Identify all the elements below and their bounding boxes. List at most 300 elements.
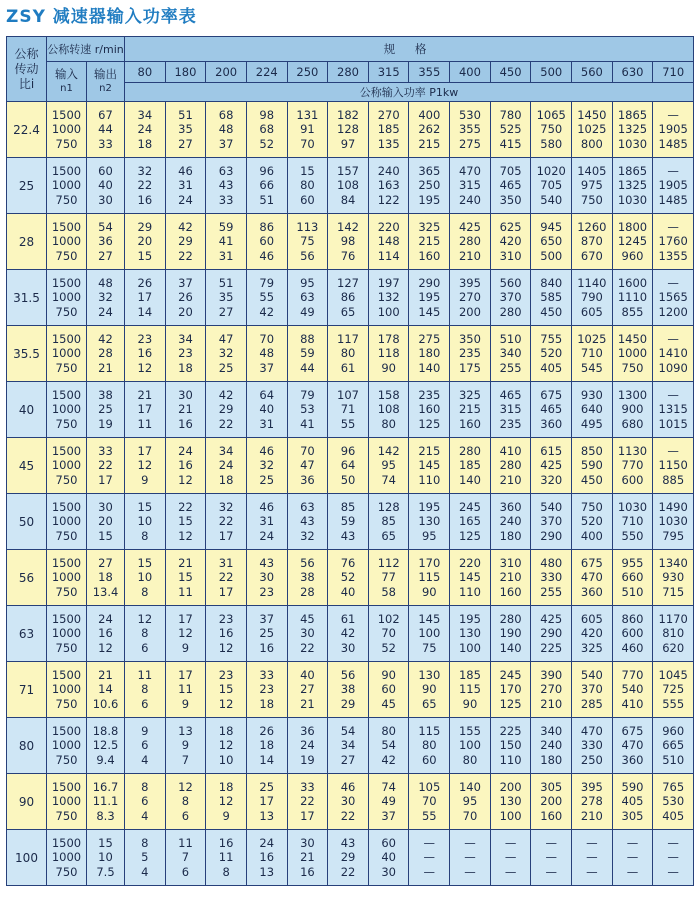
power-value: 1800 bbox=[617, 220, 648, 235]
power-value: 1045 bbox=[658, 668, 688, 683]
power-value: 22 bbox=[300, 794, 315, 809]
power-value: 11 bbox=[137, 416, 153, 431]
power-value: 185 bbox=[458, 458, 481, 473]
input-speed-cell bbox=[47, 326, 87, 382]
power-value: 975 bbox=[580, 178, 603, 193]
power-value: 470 bbox=[621, 738, 644, 753]
power-value: 47 bbox=[300, 458, 315, 473]
power-cell bbox=[328, 438, 369, 494]
power-value: 16 bbox=[137, 192, 153, 207]
output-speed-cell bbox=[87, 550, 125, 606]
power-value: 1450 bbox=[577, 108, 607, 123]
power-value: 16 bbox=[259, 850, 275, 865]
power-value: 23 bbox=[259, 584, 275, 599]
power-value: 17 bbox=[137, 444, 153, 459]
power-value: 16 bbox=[218, 626, 234, 641]
power-value: 190 bbox=[499, 626, 522, 641]
power-cell bbox=[165, 606, 206, 662]
power-value: 15 bbox=[137, 500, 153, 515]
power-value: 6 bbox=[141, 640, 149, 655]
speed-value: 750 bbox=[55, 752, 78, 767]
power-value: 8 bbox=[141, 682, 149, 697]
power-cell bbox=[287, 102, 328, 158]
power-cell bbox=[246, 606, 287, 662]
power-value: — bbox=[545, 850, 557, 865]
power-value: 9 bbox=[181, 696, 190, 711]
power-value: 1340 bbox=[658, 556, 688, 571]
power-value: 42 bbox=[381, 752, 396, 767]
power-cell bbox=[450, 382, 491, 438]
output-speed-cell bbox=[87, 102, 125, 158]
speed-value: 1500 bbox=[51, 836, 82, 851]
power-value: 107 bbox=[337, 388, 359, 403]
power-value: 330 bbox=[580, 738, 603, 753]
power-value: 4 bbox=[141, 808, 149, 823]
power-value: 131 bbox=[296, 108, 319, 123]
power-value: 480 bbox=[540, 556, 563, 571]
power-value: 23 bbox=[218, 668, 234, 683]
power-value: 770 bbox=[621, 458, 644, 473]
power-cell bbox=[328, 718, 369, 774]
power-cell bbox=[531, 102, 572, 158]
power-value: 25 bbox=[259, 780, 275, 795]
power-value: 74 bbox=[381, 472, 396, 487]
power-value: 605 bbox=[580, 304, 603, 319]
power-value: 45 bbox=[381, 696, 396, 711]
power-value: 755 bbox=[540, 332, 563, 347]
input-speed-cell bbox=[47, 102, 87, 158]
power-value: 18 bbox=[259, 738, 275, 753]
power-cell bbox=[612, 270, 653, 326]
power-value: 66 bbox=[259, 178, 275, 193]
power-cell bbox=[572, 550, 613, 606]
power-value: 42 bbox=[178, 220, 193, 235]
power-value: — bbox=[626, 836, 639, 851]
power-value: 1865 bbox=[617, 164, 648, 179]
power-value: 710 bbox=[621, 514, 644, 529]
speed-value: 1000 bbox=[51, 850, 82, 865]
power-value: 325 bbox=[580, 640, 603, 655]
power-value: 1030 bbox=[617, 192, 648, 207]
power-value: 275 bbox=[418, 332, 441, 347]
speed-value: 38 bbox=[98, 388, 113, 403]
power-cell bbox=[572, 494, 613, 550]
power-cell bbox=[328, 830, 369, 886]
power-value: 79 bbox=[300, 388, 315, 403]
input-speed-cell bbox=[47, 550, 87, 606]
power-value: 240 bbox=[458, 192, 481, 207]
power-cell bbox=[165, 494, 206, 550]
power-value: 15 bbox=[178, 570, 193, 585]
power-value: 275 bbox=[458, 136, 481, 151]
power-cell bbox=[572, 270, 613, 326]
speed-value: 32 bbox=[98, 290, 113, 305]
speed-value: 1500 bbox=[51, 668, 82, 683]
power-value: 400 bbox=[418, 108, 441, 123]
power-cell bbox=[246, 550, 287, 606]
power-cell bbox=[246, 382, 287, 438]
power-cell bbox=[450, 606, 491, 662]
speed-value: 48 bbox=[98, 276, 113, 291]
power-value: 80 bbox=[340, 346, 356, 361]
power-cell bbox=[612, 214, 653, 270]
power-value: 960 bbox=[662, 724, 685, 739]
power-cell bbox=[409, 662, 450, 718]
power-cell bbox=[572, 158, 613, 214]
power-value: 32 bbox=[300, 528, 315, 543]
power-value: 20 bbox=[178, 304, 193, 319]
power-value: 525 bbox=[499, 122, 522, 137]
power-value: 25 bbox=[218, 360, 234, 375]
power-cell bbox=[165, 270, 206, 326]
power-cell bbox=[612, 662, 653, 718]
power-value: 70 bbox=[381, 626, 396, 641]
power-value: 240 bbox=[540, 738, 563, 753]
power-value: 37 bbox=[218, 136, 234, 151]
power-cell bbox=[572, 214, 613, 270]
power-cell bbox=[368, 606, 409, 662]
power-value: 545 bbox=[580, 360, 603, 375]
power-value: 95 bbox=[381, 458, 396, 473]
speed-value: 18 bbox=[98, 570, 113, 585]
power-value: 1025 bbox=[577, 332, 607, 347]
power-cell bbox=[653, 830, 694, 886]
power-cell bbox=[206, 214, 247, 270]
power-value: 1015 bbox=[658, 416, 688, 431]
power-value: 5 bbox=[141, 850, 149, 865]
power-value: 180 bbox=[540, 752, 563, 767]
table-row bbox=[7, 438, 694, 494]
power-value: 54 bbox=[381, 738, 396, 753]
power-cell bbox=[328, 102, 369, 158]
power-value: 175 bbox=[458, 360, 481, 375]
power-value: 8 bbox=[141, 528, 149, 543]
size-header-560: 560 bbox=[572, 62, 613, 83]
power-cell bbox=[206, 382, 247, 438]
power-value: 450 bbox=[540, 304, 563, 319]
power-cell bbox=[490, 662, 531, 718]
power-cell bbox=[125, 438, 166, 494]
power-cell bbox=[165, 662, 206, 718]
power-value: 410 bbox=[499, 444, 522, 459]
power-cell bbox=[572, 774, 613, 830]
speed-value: 54 bbox=[98, 220, 113, 235]
header-row-1 bbox=[7, 37, 694, 62]
power-value: 425 bbox=[540, 612, 563, 627]
input-label: 输入 bbox=[55, 67, 78, 82]
power-value: 56 bbox=[300, 556, 315, 571]
ratio-header-line: 传动 bbox=[14, 61, 39, 76]
power-value: — bbox=[504, 864, 517, 879]
table-row bbox=[7, 102, 694, 158]
power-value: 590 bbox=[621, 780, 644, 795]
power-value: — bbox=[423, 836, 436, 851]
power-value: 27 bbox=[178, 136, 193, 151]
power-value: 580 bbox=[540, 136, 563, 151]
speed-value: 60 bbox=[98, 164, 113, 179]
power-value: 500 bbox=[540, 248, 563, 263]
power-value: 1150 bbox=[658, 458, 688, 473]
size-header-500: 500 bbox=[531, 62, 572, 83]
power-value: 118 bbox=[377, 346, 400, 361]
power-cell bbox=[125, 270, 166, 326]
power-value: 220 bbox=[458, 556, 481, 571]
size-header-450: 450 bbox=[490, 62, 531, 83]
power-cell bbox=[653, 494, 694, 550]
power-value: 60 bbox=[381, 682, 396, 697]
power-value: 765 bbox=[662, 780, 685, 795]
power-cell bbox=[572, 326, 613, 382]
power-cell bbox=[125, 158, 166, 214]
power-cell bbox=[490, 102, 531, 158]
power-value: 35 bbox=[218, 290, 234, 305]
speed-value: 750 bbox=[55, 528, 78, 543]
power-value: 125 bbox=[499, 696, 522, 711]
speed-value: 1500 bbox=[51, 332, 82, 347]
ratio-cell: 25 bbox=[7, 158, 47, 214]
speed-value: 1500 bbox=[51, 724, 82, 739]
power-value: 52 bbox=[259, 136, 275, 151]
power-value: 98 bbox=[259, 108, 275, 123]
power-cell bbox=[409, 606, 450, 662]
power-cell bbox=[287, 438, 328, 494]
power-value: 8 bbox=[141, 584, 149, 599]
power-value: — bbox=[626, 864, 639, 879]
speed-value: 1500 bbox=[51, 388, 82, 403]
power-value: 180 bbox=[418, 346, 441, 361]
power-value: 25 bbox=[259, 626, 275, 641]
power-value: 530 bbox=[458, 108, 481, 123]
size-header-355: 355 bbox=[409, 62, 450, 83]
power-value: 90 bbox=[421, 584, 437, 599]
speed-value: 16.7 bbox=[92, 780, 119, 795]
power-value: 155 bbox=[458, 724, 481, 739]
output-speed-cell bbox=[87, 326, 125, 382]
speed-value: 24 bbox=[98, 304, 113, 319]
power-cell bbox=[287, 382, 328, 438]
power-unit-header: 公称输入功率 P1kw bbox=[125, 83, 694, 102]
power-value: 680 bbox=[621, 416, 644, 431]
power-value: 43 bbox=[218, 178, 234, 193]
power-cell bbox=[368, 718, 409, 774]
power-value: 75 bbox=[421, 640, 437, 655]
power-cell bbox=[246, 662, 287, 718]
power-value: 33 bbox=[259, 668, 275, 683]
power-value: 17 bbox=[218, 584, 234, 599]
power-value: 26 bbox=[259, 724, 275, 739]
power-cell bbox=[206, 774, 247, 830]
power-value: 38 bbox=[340, 682, 356, 697]
power-value: 17 bbox=[137, 290, 153, 305]
power-value: 1405 bbox=[577, 164, 607, 179]
power-cell bbox=[328, 494, 369, 550]
power-value: 585 bbox=[540, 290, 563, 305]
power-cell bbox=[653, 606, 694, 662]
power-value: 200 bbox=[458, 304, 481, 319]
power-cell bbox=[612, 718, 653, 774]
power-value: 1355 bbox=[658, 248, 688, 263]
table-row bbox=[7, 550, 694, 606]
power-cell bbox=[531, 326, 572, 382]
power-value: 165 bbox=[458, 514, 481, 529]
power-value: 800 bbox=[580, 136, 603, 151]
power-value: 250 bbox=[418, 178, 441, 193]
power-value: 170 bbox=[499, 682, 522, 697]
power-value: 9 bbox=[141, 724, 149, 739]
input-speed-cell bbox=[47, 774, 87, 830]
power-value: 30 bbox=[300, 626, 315, 641]
power-value: 270 bbox=[377, 108, 400, 123]
power-value: 170 bbox=[418, 556, 441, 571]
power-cell bbox=[612, 326, 653, 382]
power-value: 56 bbox=[300, 248, 315, 263]
power-value: — bbox=[667, 164, 679, 179]
power-cell bbox=[572, 102, 613, 158]
power-value: 540 bbox=[540, 192, 563, 207]
power-cell bbox=[490, 774, 531, 830]
power-value: — bbox=[423, 864, 436, 879]
power-value: 310 bbox=[499, 248, 522, 263]
power-cell bbox=[612, 830, 653, 886]
power-value: 1110 bbox=[617, 290, 648, 305]
power-value: 48 bbox=[218, 122, 234, 137]
power-value: 125 bbox=[458, 528, 481, 543]
power-value: 340 bbox=[499, 346, 522, 361]
power-cell bbox=[287, 158, 328, 214]
power-value: 11 bbox=[178, 682, 193, 697]
ratio-cell: 71 bbox=[7, 662, 47, 718]
size-header-224: 224 bbox=[246, 62, 287, 83]
power-value: 945 bbox=[540, 220, 563, 235]
power-value: 22 bbox=[137, 178, 153, 193]
power-value: 49 bbox=[300, 304, 315, 319]
power-cell bbox=[409, 830, 450, 886]
power-value: 31 bbox=[178, 178, 193, 193]
input-speed-cell bbox=[47, 270, 87, 326]
power-cell bbox=[572, 438, 613, 494]
power-value: 405 bbox=[540, 360, 563, 375]
power-value: 95 bbox=[462, 794, 478, 809]
power-value: 18 bbox=[218, 724, 234, 739]
power-cell bbox=[531, 662, 572, 718]
power-value: 12 bbox=[218, 640, 234, 655]
power-value: 185 bbox=[458, 668, 481, 683]
power-value: 31 bbox=[259, 416, 275, 431]
speed-value: 20 bbox=[98, 514, 113, 529]
power-value: 425 bbox=[458, 220, 481, 235]
speed-value: 10.6 bbox=[92, 696, 119, 711]
power-value: 870 bbox=[580, 234, 603, 249]
power-value: 22 bbox=[178, 248, 193, 263]
size-header-250: 250 bbox=[287, 62, 328, 83]
power-value: 130 bbox=[418, 668, 441, 683]
power-cell bbox=[246, 270, 287, 326]
speed-value: 42 bbox=[98, 332, 113, 347]
power-value: 8 bbox=[222, 864, 230, 879]
power-value: 34 bbox=[137, 108, 153, 123]
table-row bbox=[7, 382, 694, 438]
power-value: 510 bbox=[621, 584, 644, 599]
power-value: 52 bbox=[340, 570, 356, 585]
ratio-cell: 35.5 bbox=[7, 326, 47, 382]
power-value: 80 bbox=[300, 178, 315, 193]
power-value: 128 bbox=[337, 122, 359, 137]
power-cell bbox=[125, 326, 166, 382]
power-cell bbox=[653, 718, 694, 774]
speed-value: 1000 bbox=[51, 346, 82, 361]
power-cell bbox=[328, 606, 369, 662]
power-value: 130 bbox=[418, 514, 441, 529]
power-cell bbox=[490, 214, 531, 270]
power-value: 370 bbox=[580, 682, 603, 697]
speed-value: 1000 bbox=[51, 458, 82, 473]
power-value: 4 bbox=[141, 864, 149, 879]
power-value: 74 bbox=[381, 780, 396, 795]
power-value: 37 bbox=[178, 276, 193, 291]
power-cell bbox=[612, 550, 653, 606]
power-value: 60 bbox=[421, 752, 437, 767]
power-value: 605 bbox=[580, 612, 603, 627]
power-value: 1000 bbox=[617, 346, 648, 361]
power-value: 21 bbox=[178, 556, 193, 571]
power-value: 115 bbox=[418, 570, 441, 585]
power-value: 17 bbox=[218, 528, 234, 543]
power-value: 1325 bbox=[617, 122, 648, 137]
power-value: — bbox=[586, 836, 598, 851]
power-cell bbox=[165, 438, 206, 494]
power-cell bbox=[165, 158, 206, 214]
power-value: 1030 bbox=[617, 500, 648, 515]
power-value: 23 bbox=[259, 682, 275, 697]
power-value: 22 bbox=[218, 416, 234, 431]
power-value: 540 bbox=[621, 682, 644, 697]
power-value: 810 bbox=[662, 626, 685, 641]
power-cell bbox=[531, 214, 572, 270]
speed-value: 1500 bbox=[51, 164, 82, 179]
speed-value: 25 bbox=[98, 402, 113, 417]
speed-value: 1500 bbox=[51, 108, 82, 123]
power-value: 278 bbox=[580, 794, 603, 809]
power-value: 96 bbox=[259, 164, 275, 179]
power-cell bbox=[206, 830, 247, 886]
size-header-630: 630 bbox=[612, 62, 653, 83]
power-value: — bbox=[586, 850, 598, 865]
power-cell bbox=[490, 270, 531, 326]
power-cell bbox=[450, 270, 491, 326]
power-value: 250 bbox=[580, 752, 603, 767]
power-value: 64 bbox=[340, 458, 356, 473]
output-speed-cell bbox=[87, 270, 125, 326]
power-value: 37 bbox=[259, 360, 275, 375]
power-value: 13 bbox=[178, 724, 193, 739]
power-value: 27 bbox=[218, 304, 234, 319]
power-cell bbox=[287, 718, 328, 774]
power-value: 14 bbox=[137, 304, 153, 319]
power-cell bbox=[450, 438, 491, 494]
power-value: 1760 bbox=[658, 234, 688, 249]
power-value: 75 bbox=[300, 234, 315, 249]
power-value: 90 bbox=[421, 682, 437, 697]
power-cell bbox=[206, 606, 247, 662]
ratio-cell: 63 bbox=[7, 606, 47, 662]
power-value: 400 bbox=[580, 528, 603, 543]
output-speed-cell bbox=[87, 718, 125, 774]
power-value: 365 bbox=[418, 164, 441, 179]
power-value: 1025 bbox=[577, 122, 607, 137]
power-value: 26 bbox=[178, 290, 193, 305]
power-value: 4 bbox=[141, 752, 149, 767]
power-value: 860 bbox=[621, 612, 644, 627]
